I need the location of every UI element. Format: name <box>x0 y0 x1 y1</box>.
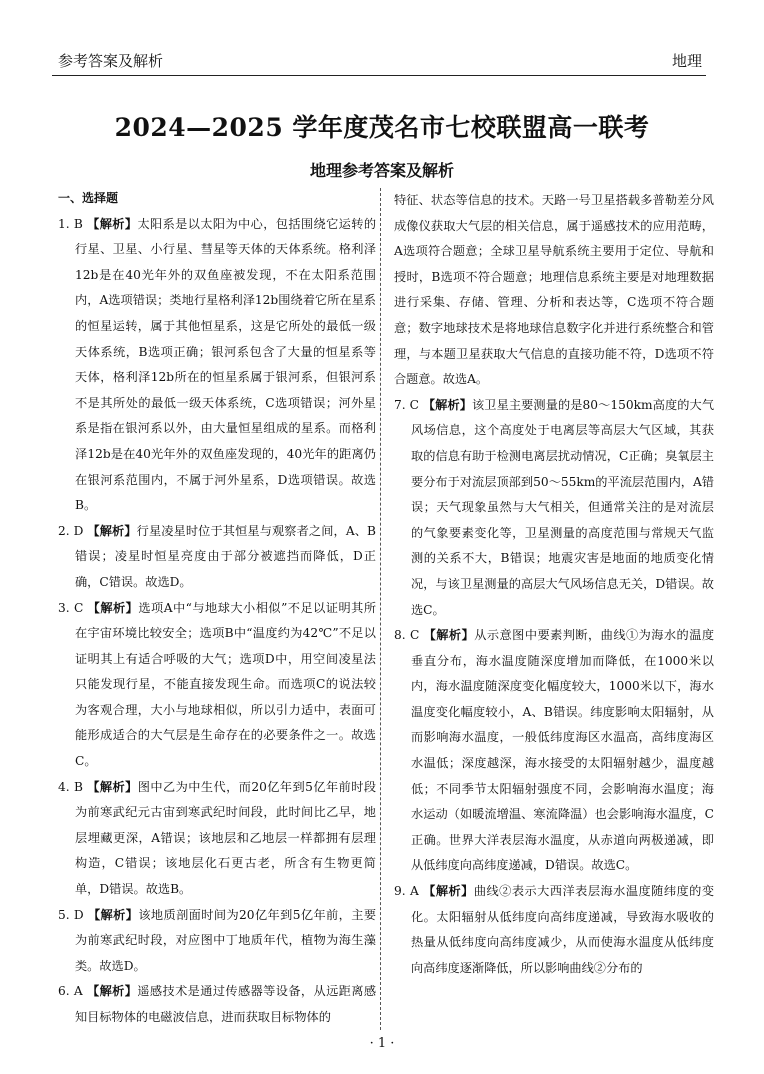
analysis-tag: 【解析】 <box>87 216 138 231</box>
answer-text: 曲线②表示大西洋表层海水温度随纬度的变化。太阳辐射从低纬度向高纬度递减，导致海水吸收的热量从低纬度向高纬度减少，从而使海水温度从低纬度向高纬度逐渐降低，所以影响曲线②分布的 <box>411 884 715 975</box>
page-title: 2024—2025 学年度茂名市七校联盟高一联考 <box>114 113 650 142</box>
answer-number: 8. C <box>394 628 420 643</box>
answer-text: 太阳系是以太阳为中心，包括围绕它运转的行星、卫星、小行星、彗星等天体的天体系统。格利泽12b是在40光年外的双鱼座被发现，不在太阳系范围内，A选项错误；类地行星格利泽12b围绕着它所在星系的恒星运转，属于其他恒星系，这是它所处的最低一级天体系统，B选项正确；银河系包含了大量的恒星系等天体，格利泽12b所在的恒星系属于银河系，但银河系不是其所处的最低一级天体系统，C选项错误；河外星系是指在银河系以外，由大量恒星组成的星系。而格利泽12b是在40光年外的双鱼座发现的，40光年的距离仍在银河系范围内，不属于河外星系，D选项错误。故选B。 <box>75 216 377 513</box>
answer-text: 从示意图中要素判断，曲线①为海水的温度垂直分布，海水温度随深度增加而降低，在1000米以内，海水温度随深度变化幅度较大，1000米以下，海水温度变化幅度较小，A、B错误。纬度影响太阳辐射，从而影响海水温度，一般低纬度海区水温高，高纬度海区水温低；深度越深，海水接受的太阳辐射越少，温度越低；不同季节太阳辐射强度不同，会影响海水温度；海水运动（如暖流增温、寒流降温）也会影响海水温度，C正确。世界大洋表层海水温度，从赤道向两极递减，即从低纬度向高纬度递减，D错误。故选C。 <box>411 628 715 873</box>
page-number: · 1 · <box>369 1036 395 1051</box>
answer-number: 9. A <box>394 884 419 899</box>
analysis-tag: 【解析】 <box>423 884 474 899</box>
answer-number: 1. B <box>58 216 83 231</box>
answer-item-6 <box>58 979 376 1030</box>
answer-item-7 <box>394 393 714 623</box>
answer-item-6-continued: 特征、状态等信息的技术。天路一号卫星搭载多普勒差分风成像仪获取大气层的相关信息，属于遥感技术的应用范畴，A选项符合题意；全球卫星导航系统主要用于定位、导航和授时，B选项不符合题意；地理信息系统主要是对地理数据进行采集、存储、管理、分析和表达等，C选项不符合题意；数字地球技术是将地球信息数字化并进行系统整合和管理，与本题卫星获取大气信息的直接功能不符，D选项不符合题意。故选A。 <box>394 193 714 387</box>
answer-number: 6. A <box>58 984 83 999</box>
header-divider <box>52 75 706 76</box>
answer-number: 3. C <box>58 600 84 615</box>
analysis-tag: 【解析】 <box>86 984 138 999</box>
answer-item-9 <box>394 879 714 981</box>
section-heading: 一、选择题 <box>58 191 119 205</box>
analysis-tag: 【解析】 <box>422 397 473 412</box>
page-subtitle: 地理参考答案及解析 <box>309 161 454 180</box>
answer-number: 4. B <box>58 779 83 794</box>
answer-text: 该地质剖面时间为20亿年到5亿年前，主要为前寒武纪时段，对应图中丁地质年代，植物为海生藻类。故选D。 <box>75 907 377 973</box>
answer-text: 该卫星主要测量的是80～150km高度的大气风场信息，这个高度处于电离层等高层大气区域，其获取的信息有助于检测电离层扰动情况，C正确；臭氧层主要分布于对流层顶部到50～55km的平流层范围内，A错误；天气现象虽然与大气相关，但通常关注的是对流层的气象要素变化等，卫星测量的高度范围与常规天气监测的关系不大，B错误；地震灾害是地面的地质变化情况，与该卫星测量的高层大气风场信息无关，D错误。故选C。 <box>411 397 715 617</box>
answer-item-5 <box>58 903 376 980</box>
answer-number: 2. D <box>58 523 84 538</box>
analysis-tag: 【解析】 <box>87 779 138 794</box>
analysis-tag: 【解析】 <box>87 523 137 538</box>
analysis-tag: 【解析】 <box>423 628 475 643</box>
column-divider <box>380 188 381 1030</box>
answer-number: 5. D <box>58 907 84 922</box>
answer-text: 遥感技术是通过传感器等设备，从远距离感知目标物体的电磁波信息，进而获取目标物体的 <box>75 984 377 1024</box>
analysis-tag: 【解析】 <box>87 600 139 615</box>
analysis-tag: 【解析】 <box>87 907 139 922</box>
header-subject: 地理 <box>671 52 702 70</box>
answer-item-8 <box>394 623 714 879</box>
answer-item-1 <box>58 212 376 519</box>
answer-item-4 <box>58 775 376 903</box>
answer-text: 图中乙为中生代，而20亿年到5亿年前时段为前寒武纪元古宙到寒武纪时间段，此时间比乙早，地层埋藏更深，A错误；该地层和乙地层一样都拥有层理构造，C错误；该地层化石更古老，所含有生物更简单，D错误。故选B。 <box>75 779 377 897</box>
right-column <box>394 188 714 981</box>
left-column <box>58 186 376 1031</box>
answer-text: 选项A中“与地球大小相似”不足以证明其所在宇宙环境比较安全；选项B中“温度约为42℃”不足以证明其上有适合呼吸的大气；选项D中，用空间凌星法只能发现行星，不能直接发现生命。而选项C的说法较为客观合理，大小与地球相似，所以引力适中，表面可能形成适合的大气层是生命存在的必要条件之一。故选C。 <box>75 600 377 769</box>
answer-number: 7. C <box>394 397 419 412</box>
answer-text: 行星凌星时位于其恒星与观察者之间，A、B错误；凌星时恒星亮度由于部分被遮挡而降低，D正确，C错误。故选D。 <box>75 523 377 589</box>
answer-item-2 <box>58 519 376 596</box>
header-doc-type: 参考答案及解析 <box>58 52 164 70</box>
answer-item-3 <box>58 596 376 775</box>
